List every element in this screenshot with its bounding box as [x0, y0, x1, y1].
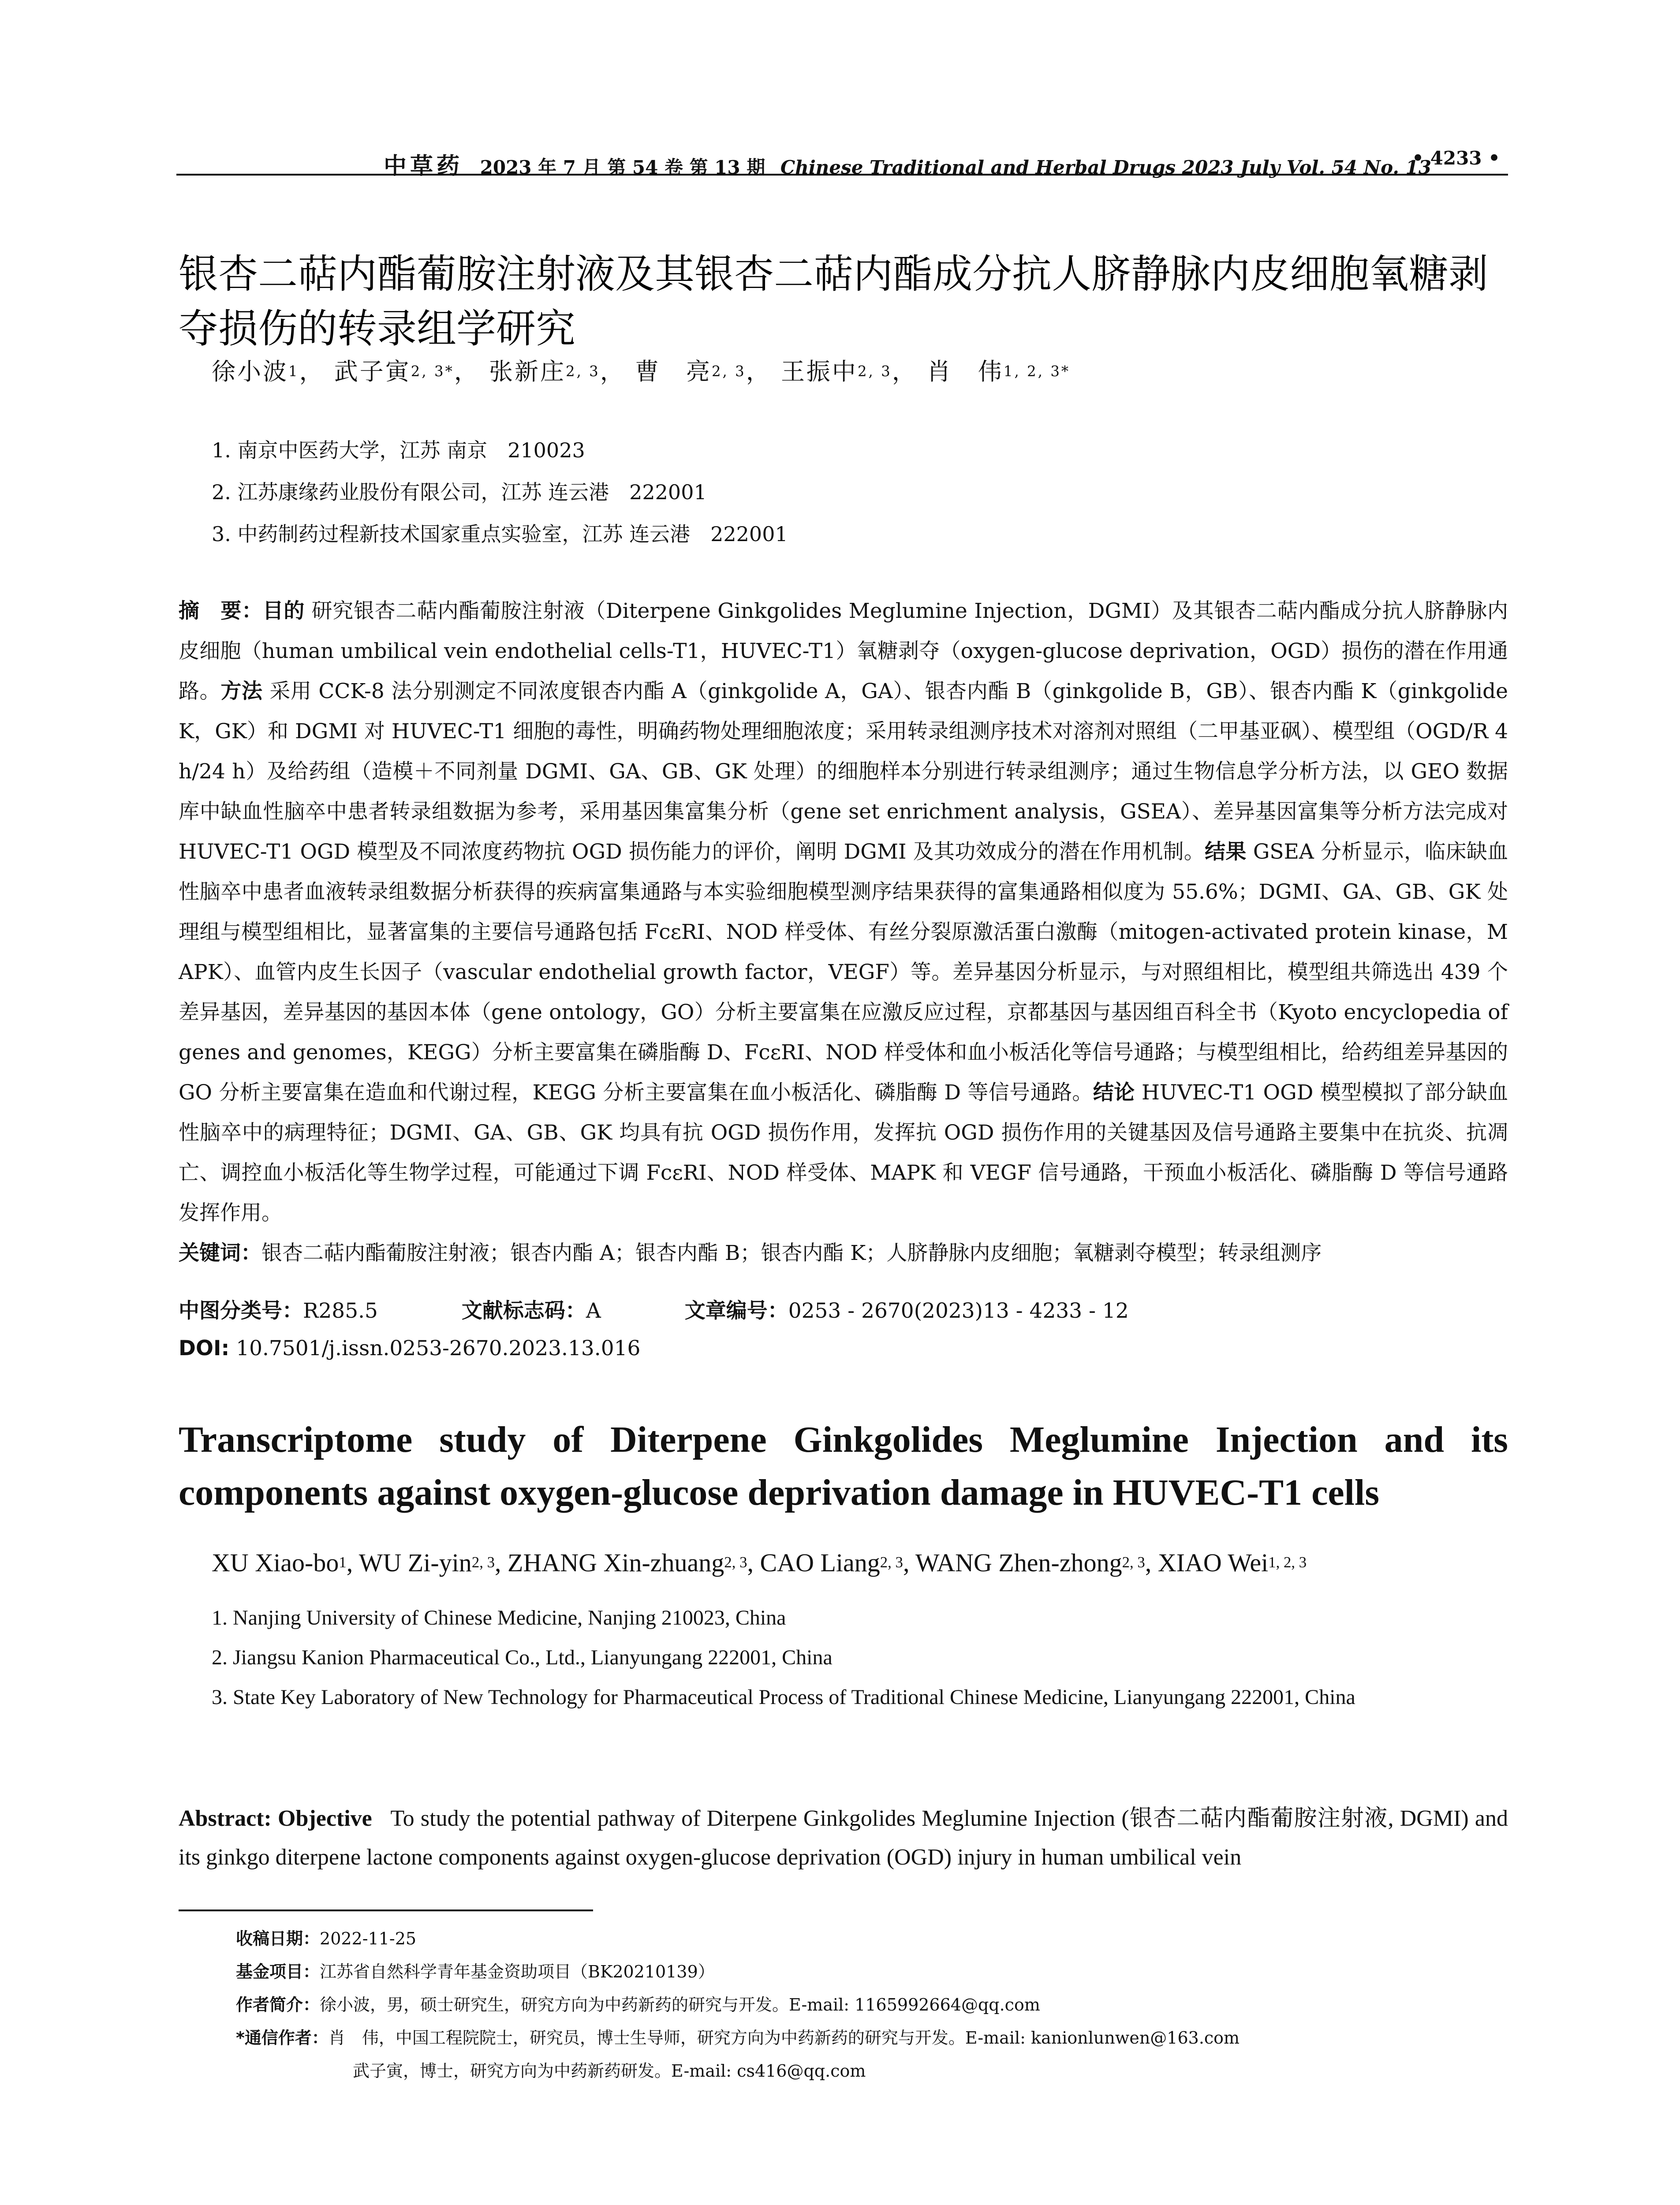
author-cn: 王振中	[780, 358, 858, 385]
methods-text: 采用 CCK-8 法分别测定不同浓度银杏内酯 A（ginkgolide A，GA）、银杏内酯 B（ginkgolide B，GB）、银杏内酯 K（ginkgolide K，GK）和 DGMI 对 HUVEC-T1 细胞的毒性，明确药物处理细胞浓度；采用转录组测序技术对溶剂对照组（二甲基亚砜）、模型组（OGD/R 4 h/24 h）及给药组（造模＋不同剂量 DGMI、GA、GB、GK 处理）的细胞样本分别进行转录组测序；通过生物信息学分析方法，以 GEO 数据库中缺血性脑卒中患者转录组数据为参考，采用基因集富集分析（gene set enrichment analysis，GSEA）、差异基因富集等分析方法完成对 HUVEC-T1 OGD 模型及不同浓度药物抗 OGD 损伤能力的评价，阐明 DGMI 及其功效成分的潜在作用机制。	[179, 679, 1508, 864]
author-en: ZHANG Xin-zhuang	[508, 1548, 724, 1577]
affiliation-en-1: 1. Nanjing University of Chinese Medicine, Nanjing 210023, China	[212, 1606, 786, 1629]
abstract-en-label: Abstract: Objective	[179, 1806, 372, 1831]
author-affil-sup: 1, 2, 3	[1268, 1554, 1307, 1571]
author-affil-sup: 2, 3	[565, 363, 600, 380]
author-list-en: XU Xiao-$bo^1$, WU Zi-yin$^{2, 3}$, ZHANG Xin-zhuang$^{2, 3}$, CAO Liang$^{2, 3}$, WANG Zhen-zhong$^{2, 3}$, XIAO Wei$^{1, 2, 3}$	[212, 1548, 1307, 1577]
author-affil-sup: 1, 2, 3*	[1003, 363, 1071, 380]
abstract-label: 摘 要：	[179, 599, 263, 623]
clc-label: 中图分类号：	[179, 1299, 303, 1323]
author-list-cn: 徐小波$^1$， 武子寅$^{2, 3*}$， 张新庄$^{2, 3}$， 曹 亮$^{2, 3}$， 王振中$^{2, 3}$， 肖 伟$^{1, 2, 3*}$	[212, 358, 1071, 385]
author-affil-sup: 2, 3	[724, 1554, 747, 1571]
author-en: WU Zi-yin	[358, 1548, 472, 1577]
footnote-corresponding	[236, 2024, 1239, 2048]
author-en: XU Xiao-bo	[212, 1548, 339, 1577]
footnote-divider	[179, 1910, 593, 1911]
affiliation-cn-3: 3. 中药制药过程新技术国家重点实验室，江苏 连云港 222001	[212, 522, 788, 546]
author-en: WANG Zhen-zhong	[915, 1548, 1122, 1577]
fund-label: 基金项目：	[236, 1962, 320, 1981]
conclusion-text: HUVEC-T1 OGD 模型模拟了部分缺血性脑卒中的病理特征；DGMI、GA、GB、GK 均具有抗 OGD 损伤作用，发挥抗 OGD 损伤作用的关键基因及信号通路主要集中在抗炎、抗凋亡、调控血小板活化等生物学过程，可能通过下调 FcεRI、NOD 样受体、MAPK 和 VEGF 信号通路，干预血小板活化、磷脂酶 D 等信号通路发挥作用。	[179, 1080, 1508, 1225]
author-affil-sup: 2, 3	[880, 1554, 903, 1571]
results-text: GSEA 分析显示，临床缺血性脑卒中患者血液转录组数据分析获得的疾病富集通路与本实验细胞模型测序结果获得的富集通路相似度为 55.6%；DGMI、GA、GB、GK 处理组与模型组相比，显著富集的主要信号通路包括 FcεRI、NOD 样受体、有丝分裂原激活蛋白激酶（mitogen-activated protein kinase，MAPK）、血管内皮生长因子（vascular endothelial growth factor，VEGF）等。差异基因分析显示，与对照组相比，模型组共筛选出 439 个差异基因，差异基因的基因本体（gene ontology，GO）分析主要富集在应激反应过程，京都基因与基因组百科全书（Kyoto encyclopedia of genes and genomes，KEGG）分析主要富集在磷脂酶 D、FcεRI、NOD 样受体和血小板活化等信号通路；与模型组相比，给药组差异基因的 GO 分析主要富集在造血和代谢过程，KEGG 分析主要富集在血小板活化、磷脂酶 D 等信号通路。	[179, 840, 1508, 1105]
article-no-label: 文章编号：	[684, 1299, 788, 1323]
methods-label: 方法	[220, 679, 263, 703]
fund-text: 江苏省自然科学青年基金资助项目（BK20210139）	[320, 1962, 715, 1981]
footnote-received	[236, 1925, 416, 1949]
footnote-corresponding-2: 武子寅，博士，研究方向为中药新药研发。E-mail: cs416@qq.com	[353, 2061, 866, 2081]
paper-title-cn: 银杏二萜内酯葡胺注射液及其银杏二萜内酯成分抗人脐静脉内皮细胞氧糖剥夺损伤的转录组学研究	[179, 251, 1488, 352]
author-cn: 武子寅	[334, 358, 411, 385]
author-affil-sup: 2, 3*	[411, 363, 454, 380]
doc-code-value: A	[586, 1299, 601, 1323]
affiliation-en-2: 2. Jiangsu Kanion Pharmaceutical Co., Ltd., Lianyungang 222001, China	[212, 1646, 833, 1669]
received-label: 收稿日期：	[236, 1929, 320, 1948]
author-cn: 曹 亮	[635, 358, 712, 385]
article-no-value: 0253 - 2670(2023)13 - 4233 - 12	[788, 1299, 1129, 1323]
doc-code-label: 文献标志码：	[461, 1299, 586, 1323]
author-affil-sup: 1	[288, 363, 299, 380]
corr-label: *通信作者：	[236, 2028, 329, 2048]
clc-value: R285.5	[303, 1299, 378, 1323]
objective-text: 研究银杏二萜内酯葡胺注射液（Diterpene Ginkgolides Meglumine Injection，DGMI）及其银杏二萜内酯成分抗人脐静脉内皮细胞（human umbilical vein endothelial cells-T1，HUVEC-T1）氧糖剥夺（oxygen-glucose deprivation，OGD）损伤的潜在作用通路。	[179, 599, 1508, 703]
doi-value: 10.7501/j.issn.0253-2670.2023.13.016	[236, 1336, 641, 1360]
doi-label: DOI:	[179, 1336, 230, 1360]
paper-title-en: Transcriptome study of Diterpene Ginkgolides Meglumine Injection and its components against oxygen-glucose deprivation damage in HUVEC-T1 cells	[179, 1419, 1508, 1513]
abstract-en	[179, 1799, 1508, 1877]
affiliation-en-3: 3. State Key Laboratory of New Technology for Pharmaceutical Process of Traditional Chinese Medicine, Lianyungang 222001, China	[212, 1686, 1355, 1709]
keywords-text: 银杏二萜内酯葡胺注射液；银杏内酯 A；银杏内酯 B；银杏内酯 K；人脐静脉内皮细胞；氧糖剥夺模型；转录组测序	[261, 1241, 1322, 1265]
author-cn: 张新庄	[489, 358, 566, 385]
issue-cn: 2023 年 7 月 第 54 卷 第 13 期	[480, 157, 765, 178]
conclusion-label: 结论	[1093, 1080, 1135, 1105]
header-left	[384, 147, 1431, 180]
classification-line	[179, 1294, 1129, 1324]
author-affil-sup: 2, 3	[711, 363, 746, 380]
author-cn: 肖 伟	[926, 358, 1004, 385]
running-header	[176, 146, 1508, 179]
abstract-en-text: To study the potential pathway of Diterpene Ginkgolides Meglumine Injection (银杏二萜内酯葡胺注射液, DGMI) and its ginkgo diterpene lactone components against oxygen-glucose deprivation (OGD) injury in human umbilical vein	[179, 1806, 1508, 1870]
author-cn: 徐小波	[212, 358, 288, 385]
affiliation-cn-1: 1. 南京中医药大学，江苏 南京 210023	[212, 438, 585, 462]
author-affil-sup: 2, 3	[857, 363, 892, 380]
corr-text-1: 肖 伟，中国工程院院士，研究员，博士生导师，研究方向为中药新药的研究与开发。E-mail: kanionlunwen@163.com	[328, 2028, 1240, 2048]
footnote-fund	[236, 1958, 715, 1982]
keywords-label: 关键词：	[179, 1241, 261, 1265]
received-date: 2022-11-25	[320, 1929, 417, 1948]
author-en: XIAO Wei	[1157, 1548, 1269, 1577]
author-en: CAO Liang	[760, 1548, 880, 1577]
footnote-author-bio	[236, 1991, 1040, 2015]
affiliation-cn-2: 2. 江苏康缘药业股份有限公司，江苏 连云港 222001	[212, 480, 707, 504]
abstract-cn	[179, 591, 1508, 1273]
results-label: 结果	[1205, 840, 1247, 864]
author-affil-sup: 2, 3	[1122, 1554, 1145, 1571]
bio-label: 作者简介：	[236, 1995, 320, 2014]
author-affil-sup: 1	[339, 1554, 347, 1571]
author-affil-sup: 2, 3	[471, 1554, 495, 1571]
doi-line	[179, 1336, 640, 1360]
objective-label: 目的	[262, 599, 305, 623]
journal-name-en: Chinese Traditional and Herbal Drugs 2023 July Vol. 54 No. 13	[780, 157, 1432, 178]
page-number: • 4233 •	[1412, 147, 1500, 169]
bio-text: 徐小波，男，硕士研究生，研究方向为中药新药的研究与开发。E-mail: 1165992664@qq.com	[320, 1995, 1040, 2014]
journal-name-cn: 中草药	[384, 153, 463, 179]
